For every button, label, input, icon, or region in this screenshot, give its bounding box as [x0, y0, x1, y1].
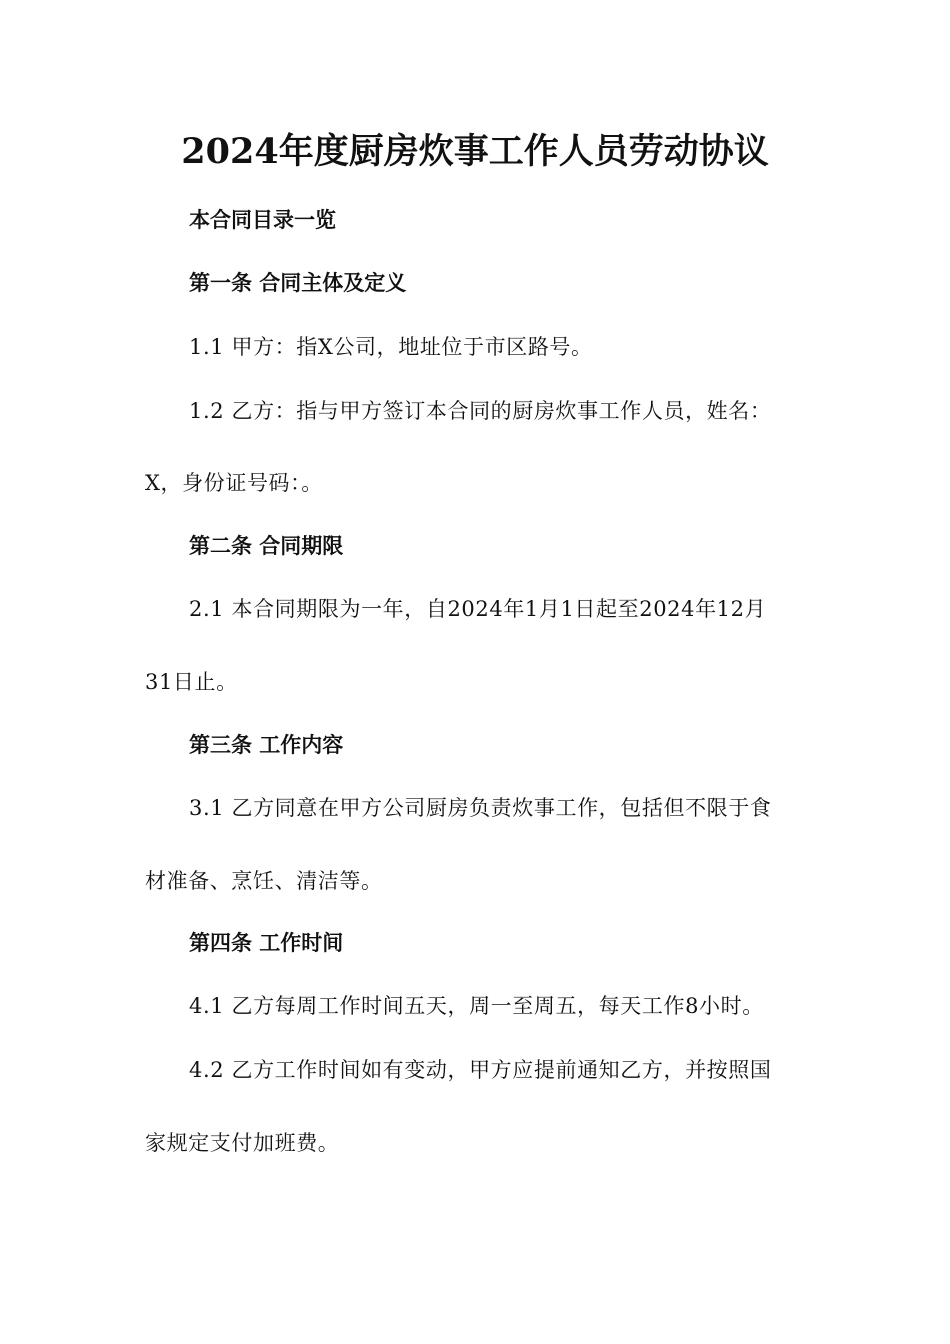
- section-1-line-2: 1.2 乙方：指与甲方签订本合同的厨房炊事工作人员，姓名：: [189, 399, 772, 423]
- section-1-line-3: X，身份证号码：。: [145, 471, 323, 495]
- toc-heading: 本合同目录一览: [189, 207, 336, 232]
- section-4-line-2: 4.2 乙方工作时间如有变动，甲方应提前通知乙方，并按照国: [189, 1058, 772, 1082]
- section-4-line-3: 家规定支付加班费。: [145, 1131, 340, 1155]
- section-4-line-1: 4.1 乙方每周工作时间五天，周一至周五，每天工作8小时。: [189, 994, 764, 1018]
- section-4-heading: 第四条 工作时间: [189, 930, 344, 955]
- section-3-line-1: 3.1 乙方同意在甲方公司厨房负责炊事工作，包括但不限于食: [189, 796, 772, 820]
- section-3-line-2: 材准备、烹饪、清洁等。: [145, 869, 383, 893]
- section-2-line-1: 2.1 本合同期限为一年，自2024年1月1日起至2024年12月: [189, 597, 767, 621]
- document-title: 2024年度厨房炊事工作人员劳动协议: [181, 131, 769, 172]
- section-3-heading: 第三条 工作内容: [189, 732, 344, 757]
- section-1-heading: 第一条 合同主体及定义: [189, 270, 407, 295]
- section-2-heading: 第二条 合同期限: [189, 533, 344, 558]
- section-2-line-2: 31日止。: [145, 670, 238, 694]
- section-1-line-1: 1.1 甲方：指X公司，地址位于市区路号。: [189, 335, 593, 359]
